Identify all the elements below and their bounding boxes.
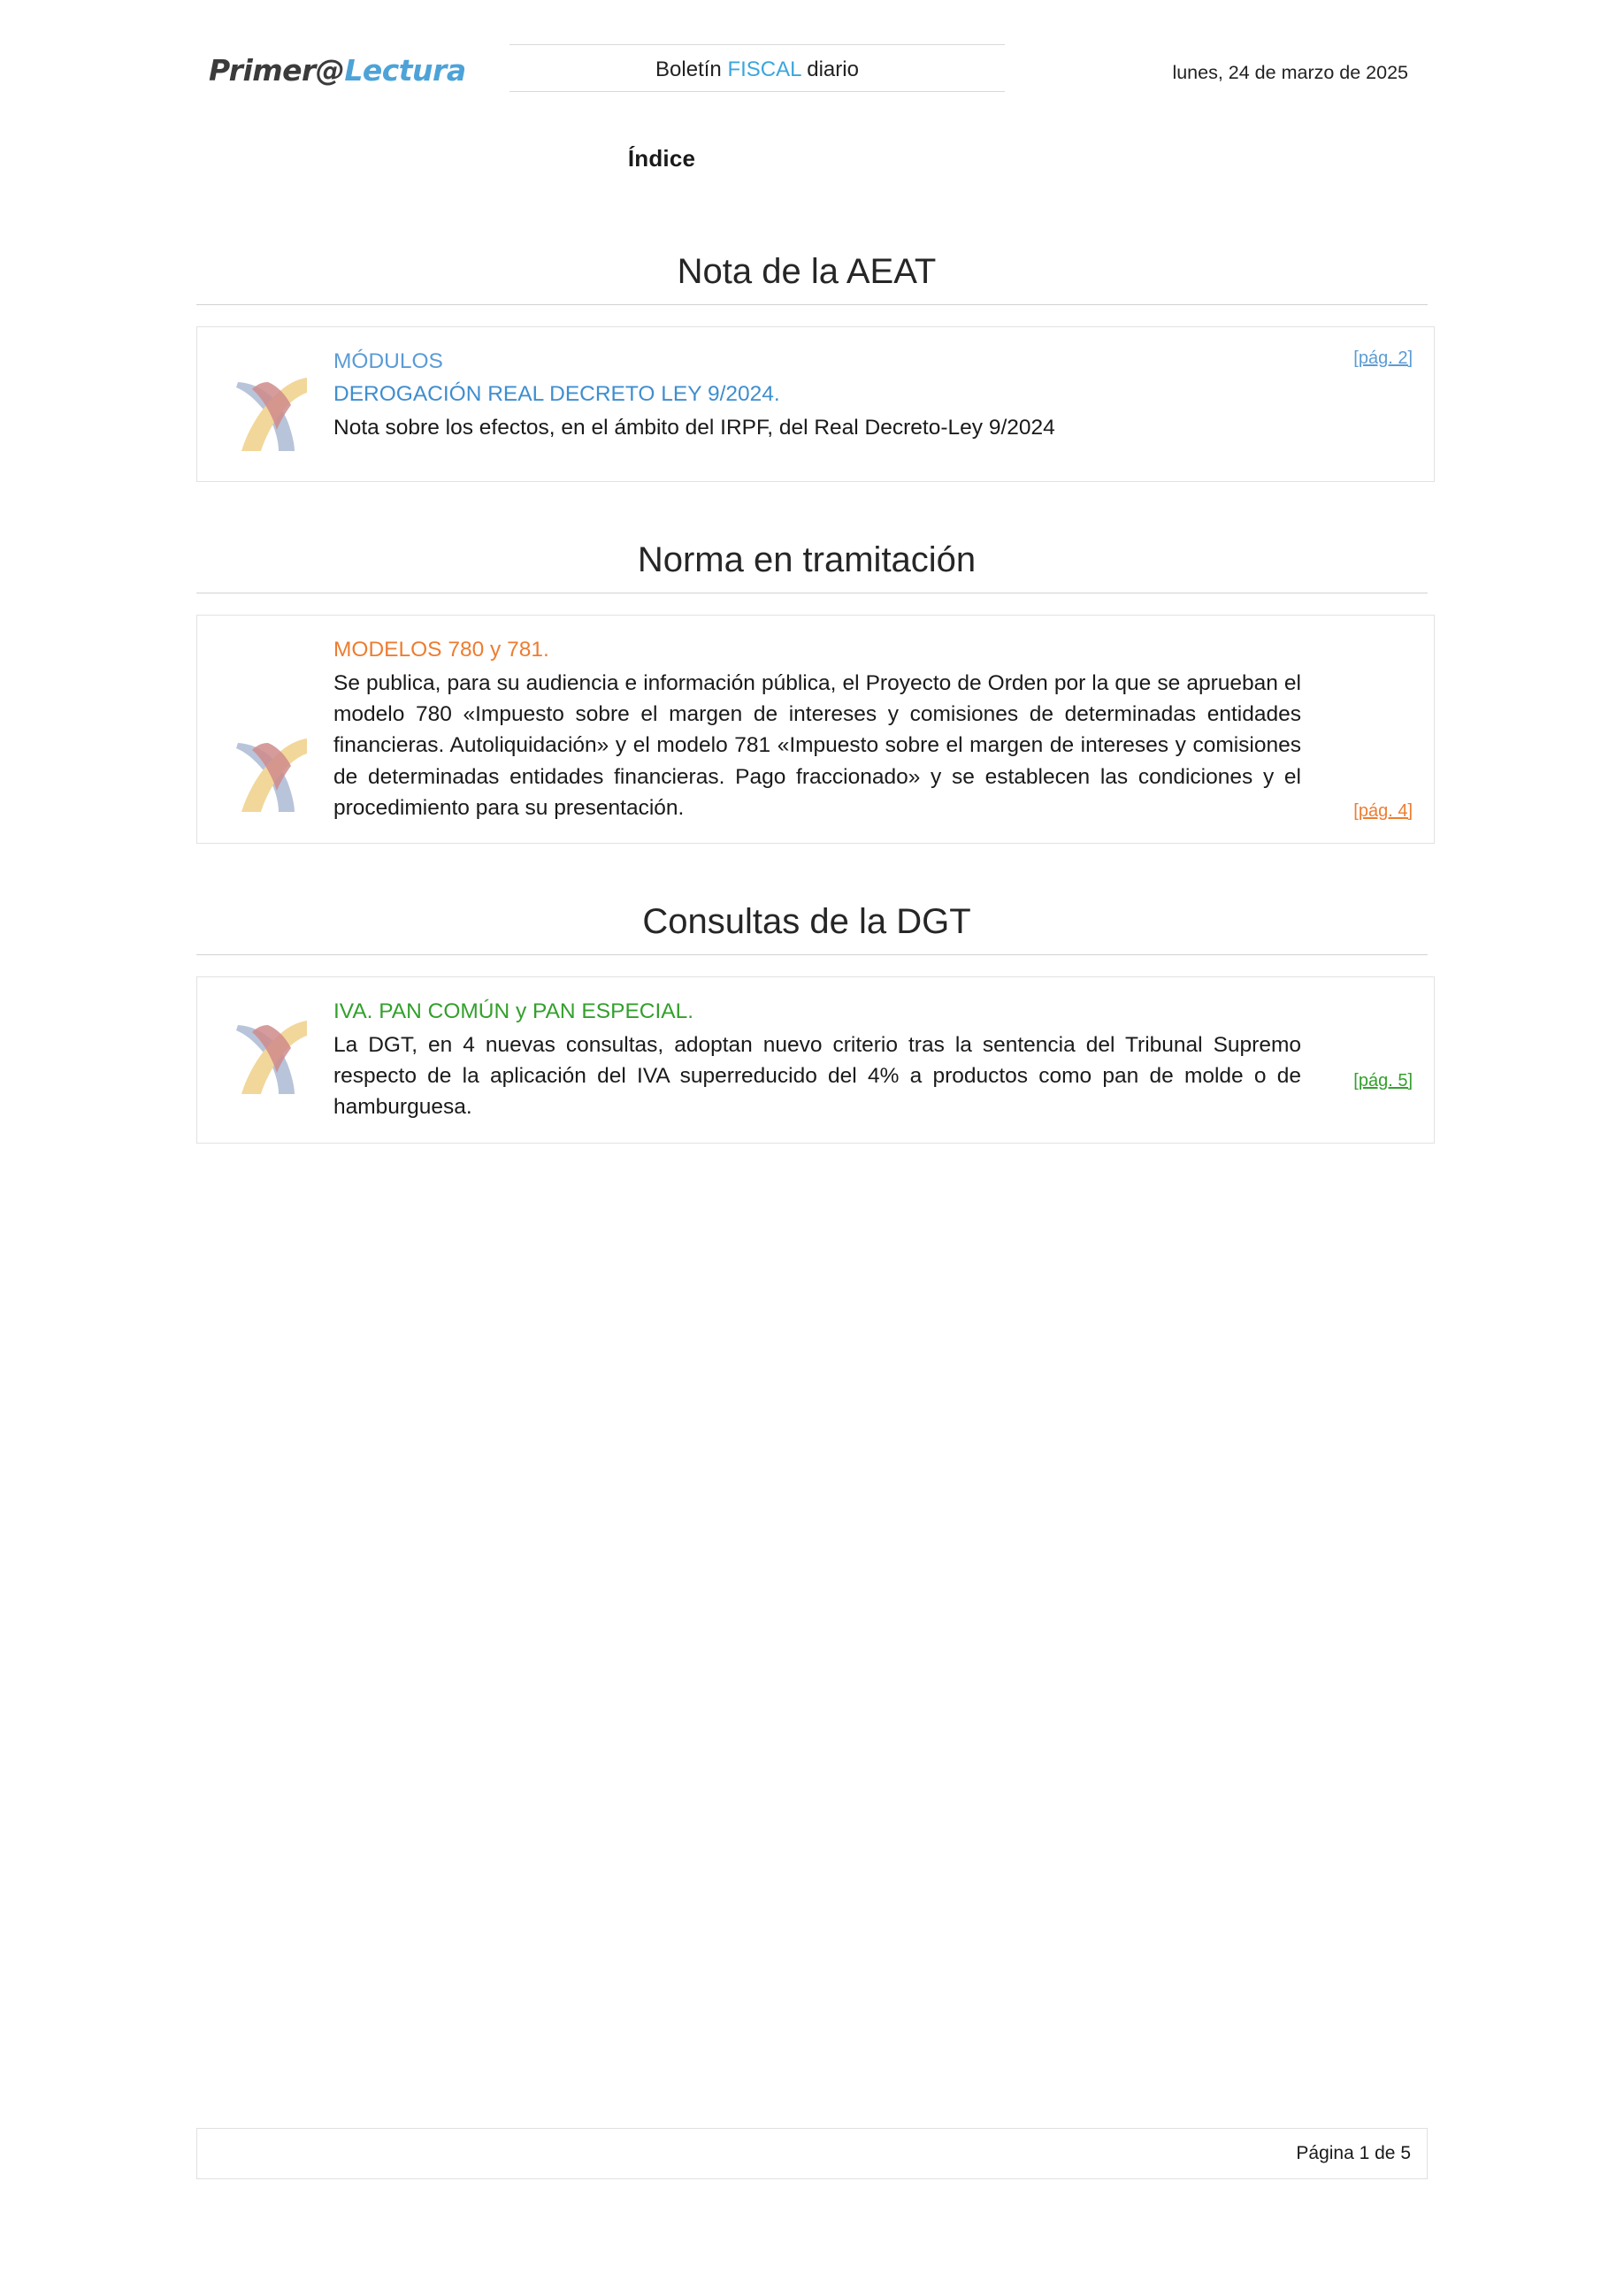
- section-title: Consultas de la DGT: [642, 902, 971, 942]
- aeat-logo-icon: [210, 997, 333, 1105]
- index-entry-card[interactable]: [196, 976, 1435, 1144]
- aeat-logo-icon: [210, 635, 333, 823]
- page-ref-link[interactable]: [pág. 2]: [1353, 348, 1413, 368]
- entry-kicker: IVA. PAN COMÚN y PAN ESPECIAL.: [333, 999, 694, 1024]
- section-title: Norma en tramitación: [637, 540, 977, 579]
- index-entry-body: [333, 635, 1315, 823]
- page-ref-link[interactable]: [pág. 4]: [1353, 801, 1413, 821]
- index-entry-card[interactable]: [196, 326, 1435, 482]
- aeat-logo-icon: [210, 347, 333, 462]
- bulletin-title-pre: Boletín: [655, 57, 728, 81]
- brand-logo: [196, 44, 509, 88]
- header-date: lunes, 24 de marzo de 2025: [1172, 62, 1408, 83]
- bulletin-title-post: diario: [801, 57, 859, 81]
- entry-page-ref[interactable]: [1315, 347, 1413, 369]
- entry-text: La DGT, en 4 nuevas consultas, adoptan nuevo criterio tras la sentencia del Tribunal Supremo respecto de la aplicación del IVA superreducido del 4% a productos como pan de molde o de hamburguesa.: [333, 1032, 1301, 1120]
- brand-name-part2: Lectura: [344, 53, 466, 88]
- section-divider: [196, 954, 1428, 955]
- index-entry-body: [333, 997, 1315, 1123]
- bulletin-title-highlight: FISCAL: [727, 57, 801, 81]
- entry-kicker: MÓDULOS: [333, 349, 443, 373]
- entry-page-ref[interactable]: [1315, 635, 1413, 822]
- bulletin-title: [509, 44, 1005, 92]
- section-norma-tramitacion: [196, 540, 1428, 844]
- section-divider: [196, 304, 1428, 305]
- page-number: Página 1 de 5: [1296, 2143, 1411, 2163]
- brand-name-part1: Primer@: [209, 53, 345, 88]
- page-ref-link[interactable]: [pág. 5]: [1353, 1071, 1413, 1091]
- section-nota-aeat: [196, 252, 1428, 482]
- page-footer: [196, 2128, 1428, 2179]
- section-title: Nota de la AEAT: [677, 252, 937, 291]
- section-consultas-dgt: [196, 902, 1428, 1144]
- page-header: [196, 0, 1428, 120]
- index-entry-card[interactable]: [196, 615, 1435, 844]
- entry-kicker: MODELOS 780 y 781.: [333, 638, 549, 662]
- entry-text: Se publica, para su audiencia e información pública, el Proyecto de Orden por la que se aprueban el modelo 780 «Impuesto sobre el margen de intereses y comisiones de determinadas entidades financieras. Autoliquidación» y el modelo 781 «Impuesto sobre el margen de intereses y comisiones de determinadas entidades financieras. Pago fraccionado» y se establecen las condiciones y el procedimiento para su presentación.: [333, 670, 1301, 820]
- entry-page-ref[interactable]: [1315, 997, 1413, 1091]
- entry-subkicker: DEROGACIÓN REAL DECRETO LEY 9/2024.: [333, 381, 780, 406]
- entry-text: Nota sobre los efectos, en el ámbito del IRPF, del Real Decreto-Ley 9/2024: [333, 415, 1055, 440]
- index-title: Índice: [627, 145, 696, 172]
- index-entry-body: [333, 347, 1315, 443]
